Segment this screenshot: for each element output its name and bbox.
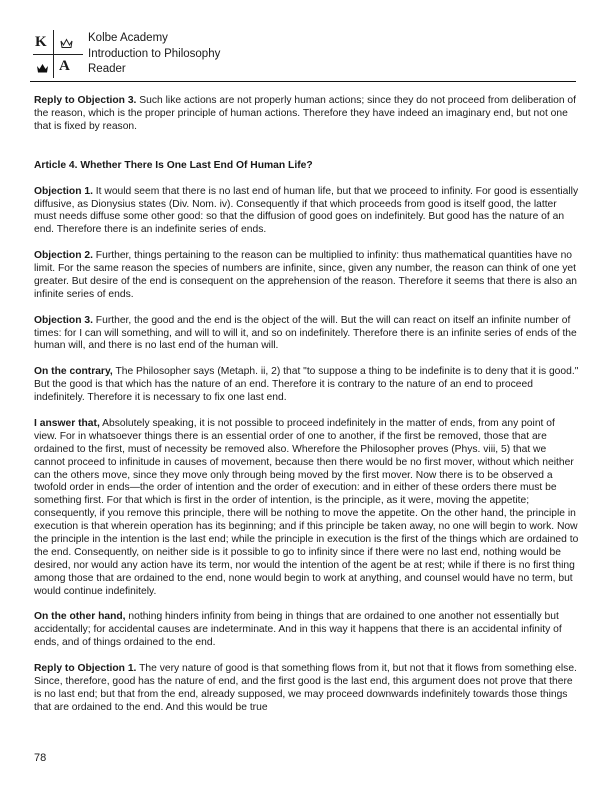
header-title-block [88, 31, 220, 78]
reply-objection-1 [34, 663, 579, 715]
header-divider [30, 81, 576, 82]
kolbe-academy-logo [33, 30, 83, 78]
para-lead: I answer that, [34, 417, 100, 429]
crown-outline-icon [60, 36, 73, 54]
para-text: It would seem that there is no last end of human life, but that we proceed to infinity. For good is essentially diffusive, as Dionysius states (Div. Nom. iv). Consequently if that which proceeds from good is itself good, the latter must needs diffuse some other good: so that the diffusion of good goes on indefinitely. But good has the nature of an end. Therefore there is an indefinite series of ends. [34, 185, 579, 236]
para-lead: Reply to Objection 1. [34, 663, 137, 675]
page-number: 78 [34, 752, 47, 764]
para-lead: Objection 2. [34, 250, 93, 262]
para-text: The Philosopher says (Metaph. ii, 2) that "to suppose a thing to be indefinite is to deny that it is good." But the good is that which has the nature of an end. Therefore it is contrary to the nature of an end to proceed indefinitely. Therefore it is necessary to fix one last end. [34, 366, 579, 404]
header-course-name: Introduction to Philosophy [88, 47, 221, 60]
i-answer-that [34, 418, 579, 599]
para-lead: Objection 1. [34, 185, 93, 197]
on-the-other-hand [34, 611, 579, 650]
para-text: Further, the good and the end is the object of the will. But the will can react on itself an infinite number of times: for I can will something, and will to will it, and so on indefinitely. Therefore there is an infinite series of ends of the human will, and there is no last end of the human will. [34, 314, 577, 352]
objection-3 [34, 315, 579, 354]
header-book-type: Reader [88, 63, 126, 75]
reply-objection-3 [34, 95, 579, 134]
para-lead: Reply to Objection 3. [34, 95, 137, 106]
crown-filled-icon [36, 61, 49, 79]
para-text: Absolutely speaking, it is not possible to proceed indefinitely in the matter of ends, from any point of view. For in whatsoever things there is an essential order of one to another, if the first be removed, those that are ordained to the first, must of necessity be removed also. Wherefore the Philosopher proves (Phys. viii, 5) that we cannot proceed to infinitude in causes of movement, because then there would be no first mover, without which neither can the others move, since they move only through being moved by the first mover. Now there is to be observed a twofold order in ends—the order of intention and the order of execution: and in either of these orders there must be something first. For that which is first in the order of intention, is the principle, as it were, moving the appetite; consequently, if you remove this principle, there will be nothing to move the appetite. On the other hand, the principle in execution is that wherein operation has its beginning; and if this principle be taken away, no one will begin to work. Now the principle in the intention is the last end; while the principle in execution is the first of the things which are ordained to the end. Consequently, on neither side is it possible to go to infinity since if there were no last end, nothing would be desired, nor would any action have its term, nor would the intention of the agent be at rest; while if there is no first thing among those that are ordained to the end, none would begin to work at anything, and counsel would have no term, but would continue indefinitely. [34, 417, 579, 597]
page-body [34, 95, 579, 728]
page-header [33, 30, 576, 80]
objection-1 [34, 186, 579, 238]
para-text: Such like actions are not properly human actions; since they do not proceed from deliberation of the reason, which is the proper principle of human actions. Therefore they have indeed an imaginary end, but not one that is fixed by reason. [34, 95, 577, 132]
para-text: Further, things pertaining to the reason can be multiplied to infinity: thus mathematical quantities have no limit. For the same reason the species of numbers are infinite, since, given any number, the reason can think of one yet greater. But desire of the end is consequent on the apprehension of the reason. Therefore it seems that there is also an infinite series of ends. [34, 250, 578, 300]
logo-letter-k: K [35, 34, 47, 50]
objection-2 [34, 250, 579, 302]
para-lead: On the contrary, [34, 366, 113, 378]
article-heading: Article 4. Whether There Is One Last End Of Human Life? [34, 159, 313, 171]
header-school-name: Kolbe Academy [88, 32, 168, 44]
para-lead: On the other hand, [34, 611, 126, 623]
on-the-contrary [34, 366, 579, 405]
logo-horizontal-rule [33, 54, 83, 55]
logo-letter-a: A [59, 58, 70, 74]
para-lead: Objection 3. [34, 314, 93, 326]
para-text: nothing hinders infinity from being in things that are ordained to one another not essentially but accidentally; for accidental causes are indeterminate. And in this way it happens that there is an accidental infinity of ends, and of things ordained to the end. [34, 611, 562, 649]
para-text: The very nature of good is that something flows from it, but not that it flows from something else. Since, therefore, good has the nature of end, and the first good is the last end, this argument does not prove that there is no last end; but that from the end, already supposed, we may proceed downwards indefinitely towards those things that are ordained to the end. And this would be true [34, 663, 577, 713]
